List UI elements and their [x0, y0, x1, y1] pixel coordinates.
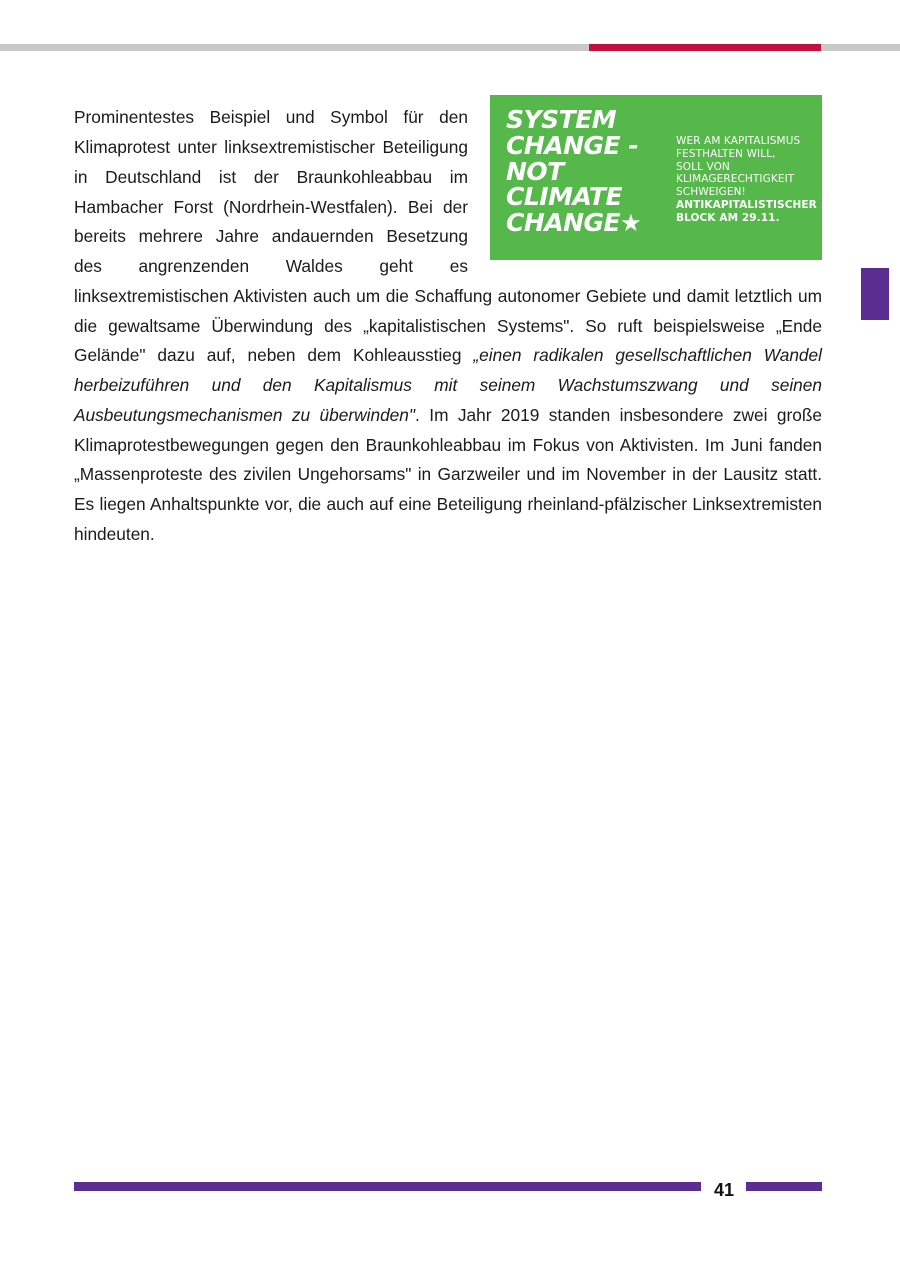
poster-subtext-line-4: KLIMAGERECHTIGKEIT	[676, 173, 795, 186]
poster-subtext-line-5: SCHWEIGEN!	[676, 186, 746, 199]
footer-rule-right	[746, 1182, 822, 1191]
footer-rule-left	[74, 1182, 701, 1191]
page-number: 41	[713, 1180, 735, 1200]
body-text-part-one: Prominentestes Beispiel und Symbol für den Klimaprotest unter linksextremistischer Beteiligung in Deutschland ist der Braunkohleabbau im Hambacher Forst (Nordrhein-Westfalen). Bei der bereits mehrere Jahre andauernden Besetzung des angrenzenden Waldes geht es linksextremistischen Aktivisten auch um die Schaffung autonomer Gebiete und damit letztlich um die gewaltsame Überwindung des „kapitalistischen Systems". So ruft beispielsweise „Ende Gelände" dazu auf, neben dem Kohleausstieg	[74, 107, 822, 366]
protest-poster-figure	[490, 95, 822, 260]
star-icon: ★	[620, 209, 642, 237]
poster-headline	[506, 107, 656, 236]
poster-subtext-line-1: WER AM KAPITALISMUS	[676, 135, 801, 147]
poster-subtext-bold-line-1: ANTIKAPITALISTISCHER	[676, 198, 817, 211]
poster-headline-line-2: CHANGE -	[506, 130, 639, 160]
page-content	[74, 86, 822, 567]
poster-subtext-bold-line-2: BLOCK AM 29.11.	[676, 211, 780, 224]
chapter-side-marker	[861, 268, 889, 320]
poster-headline-line-4: CLIMATE	[506, 182, 623, 212]
poster-subtext-line-2: FESTHALTEN WILL,	[676, 147, 776, 160]
header-rule-red	[589, 44, 821, 51]
poster-headline-line-3: NOT	[506, 156, 564, 186]
body-text-part-two: . Im Jahr 2019 standen insbesondere zwei große Klimaprotestbewegungen gegen den Braunkohleabbau im Fokus von Aktivisten. Im Juni fanden „Massenproteste des zivilen Ungehorsams" in Garzweiler und im November in der Lausitz statt. Es liegen Anhaltspunkte vor, die auch auf eine Beteiligung rheinland-pfälzischer Linksextremisten hindeuten.	[74, 404, 822, 544]
poster-subtext-line-3: SOLL VON	[676, 160, 730, 173]
body-text-quote: „einen radikalen gesellschaftlichen Wandel herbeizuführen und den Kapitalismus mit seinem Wachstumszwang und seinen Ausbeutungsmechanismen zu überwinden"	[74, 345, 822, 425]
poster-headline-line-1: SYSTEM	[506, 105, 617, 134]
poster-subtext	[676, 135, 817, 225]
poster-headline-line-5: CHANGE	[506, 208, 621, 237]
